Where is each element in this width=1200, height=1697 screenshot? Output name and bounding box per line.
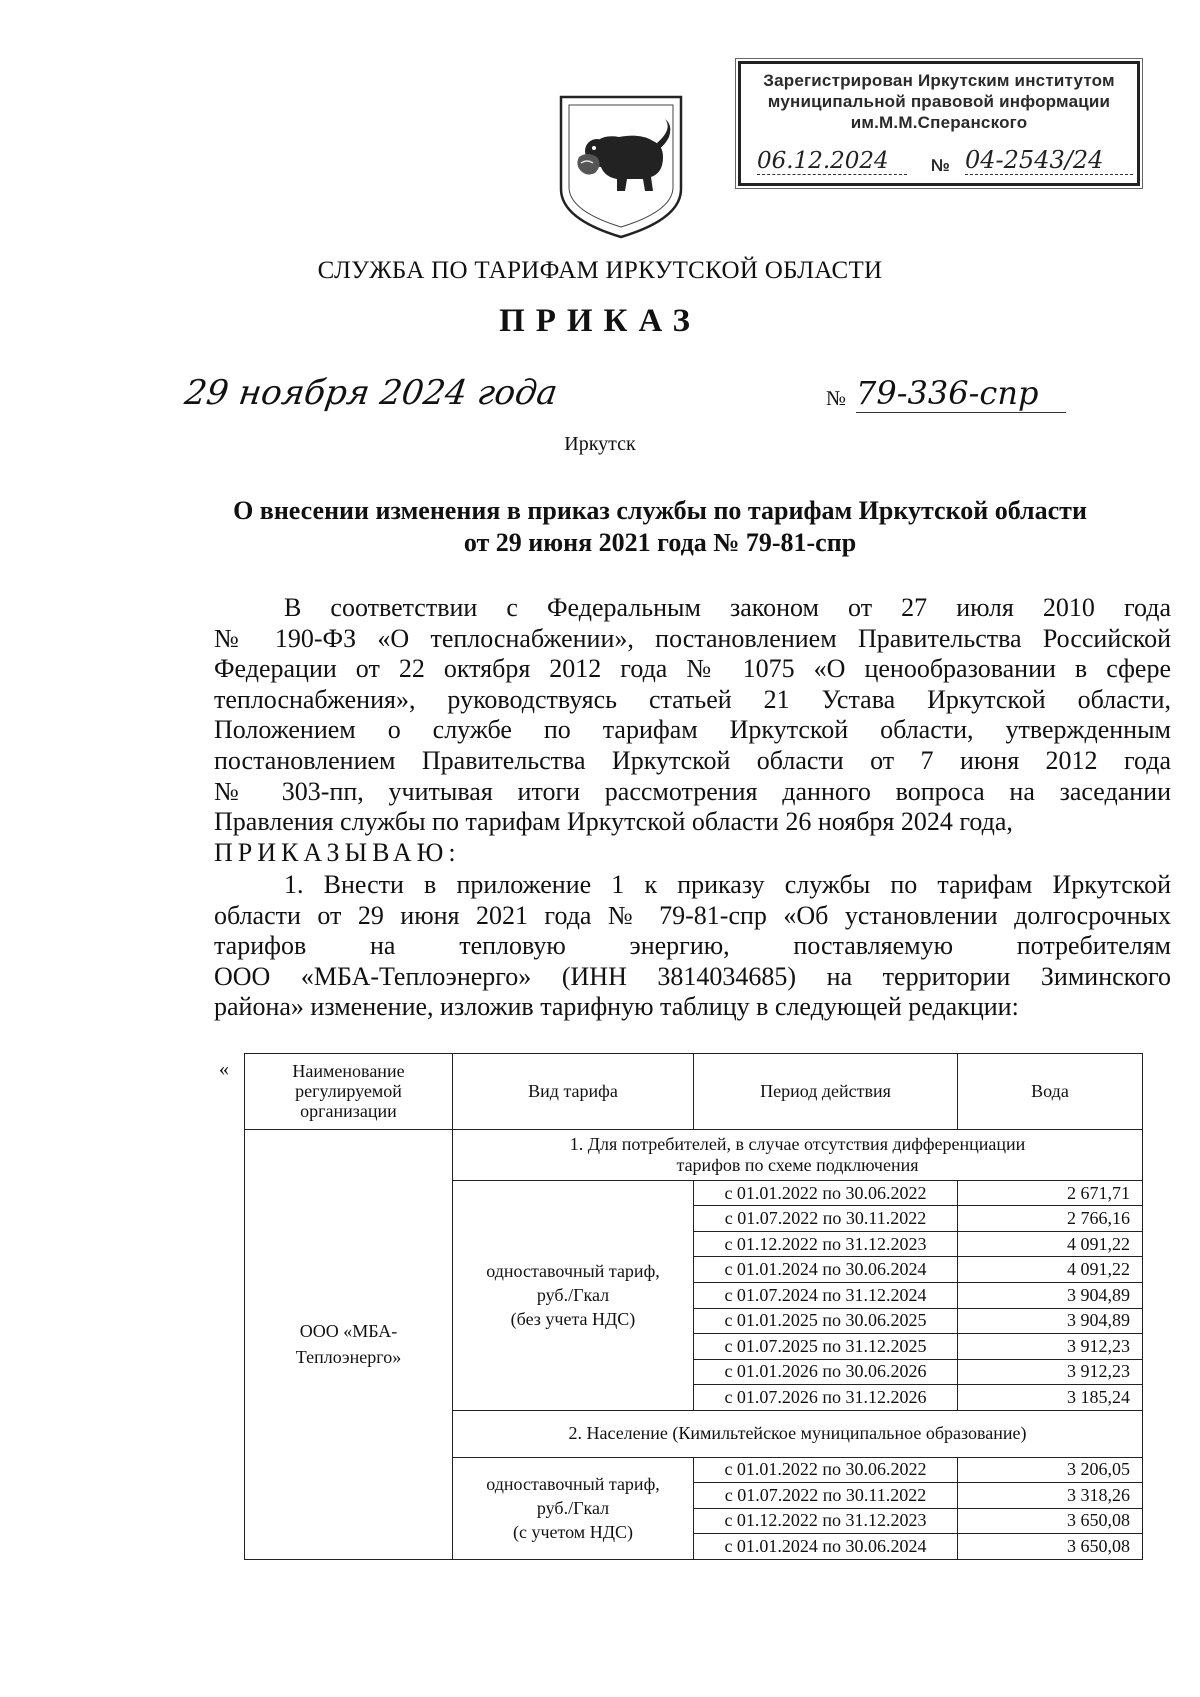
preamble-line: В соответствии с Федеральным законом от 27 июля 2010 года <box>284 593 1171 622</box>
section-1-tariff-type <box>453 1180 694 1410</box>
irkutsk-coat-of-arms-icon <box>557 93 685 239</box>
value-cell: 3 912,23 <box>958 1334 1143 1360</box>
section-2-tariff-type <box>453 1457 694 1559</box>
stamp-registration-row <box>753 146 1131 180</box>
header-org <box>245 1054 453 1130</box>
value-cell: 4 091,22 <box>958 1231 1143 1257</box>
stamp-date: 06.12.2024 <box>757 148 907 175</box>
header-period: Период действия <box>694 1054 958 1130</box>
table-header-row <box>245 1054 1143 1130</box>
period-cell: с 01.01.2022 по 30.06.2022 <box>694 1180 958 1206</box>
stamp-line-1: Зарегистрирован Иркутским институтом <box>763 71 1115 90</box>
order-date-handwritten: 29 ноября 2024 года <box>182 373 560 413</box>
value-cell: 2 766,16 <box>958 1206 1143 1232</box>
period-cell: с 01.07.2025 по 31.12.2025 <box>694 1334 958 1360</box>
order-keyword: ПРИКАЗЫВАЮ: <box>214 838 461 867</box>
period-cell: с 01.12.2022 по 31.12.2023 <box>694 1508 958 1534</box>
heading-line-1: О внесении изменения в приказ службы по тарифам Иркутской области <box>233 496 1087 525</box>
org-name-cell <box>245 1129 453 1559</box>
stamp-number-sign: № <box>931 156 950 175</box>
value-cell: 4 091,22 <box>958 1257 1143 1283</box>
document-heading <box>150 495 1170 559</box>
period-cell: с 01.07.2022 по 30.11.2022 <box>694 1206 958 1232</box>
order-number-handwritten: 79-336-спр <box>856 374 1066 413</box>
tariff-type-line: руб./Гкал <box>536 1285 610 1306</box>
preamble-line: Положением о службе по тарифам Иркутской области, утвержденным <box>214 715 1171 745</box>
value-cell: 3 185,24 <box>958 1385 1143 1411</box>
document-type: ПРИКАЗ <box>499 303 701 339</box>
tariff-type-line: руб./Гкал <box>536 1498 610 1519</box>
value-cell: 3 904,89 <box>958 1283 1143 1309</box>
clause-line: района» изменение, изложив тарифную таблицу в следующей редакции: <box>214 992 1019 1022</box>
value-cell: 3 912,23 <box>958 1359 1143 1385</box>
period-cell: с 01.01.2025 по 30.06.2025 <box>694 1308 958 1334</box>
clause-line: ООО «МБА-Теплоэнерго» (ИНН 3814034685) на территории Зиминского <box>214 961 1171 991</box>
value-cell: 3 318,26 <box>958 1483 1143 1509</box>
clause-line: области от 29 июня 2021 года № 79-81-спр «Об установлении долгосрочных <box>214 900 1171 930</box>
stamp-number: 04-2543/24 <box>965 146 1133 175</box>
tariff-type-line: одноставочный тариф, <box>486 1261 660 1282</box>
preamble-line: № 303-пп, учитывая итоги рассмотрения данного вопроса на заседании <box>214 776 1171 806</box>
clause-line: 1. Внести в приложение 1 к приказу службы по тарифам Иркутской <box>284 870 1171 899</box>
opening-quote: « <box>219 1058 229 1080</box>
preamble-line: постановлением Правительства Иркутской области от 7 июня 2012 года <box>214 745 1171 775</box>
period-cell: с 01.01.2022 по 30.06.2022 <box>694 1457 958 1483</box>
tariff-table <box>244 1053 1143 1560</box>
preamble-line: № 190-ФЗ «О теплоснабжении», постановлением Правительства Российской <box>214 623 1171 653</box>
header-org-line: Наименование <box>292 1061 405 1082</box>
header-org-line: организации <box>300 1101 397 1122</box>
section-title-line: 1. Для потребителей, в случае отсутствия дифференциации <box>569 1133 1026 1154</box>
org-name-line: ООО «МБА- <box>299 1321 398 1342</box>
value-cell: 2 671,71 <box>958 1180 1143 1206</box>
tariff-type-line: (без учета НДС) <box>510 1309 636 1330</box>
value-cell: 3 650,08 <box>958 1508 1143 1534</box>
section-1-title <box>453 1129 1143 1180</box>
preamble-line: теплоснабжения», руководствуясь статьей 21 Устава Иркутской области, <box>214 684 1171 714</box>
section-title-line: тарифов по схеме подключения <box>676 1154 919 1175</box>
order-number-sign: № <box>826 386 847 410</box>
period-cell: с 01.07.2024 по 31.12.2024 <box>694 1283 958 1309</box>
registration-stamp <box>738 61 1140 186</box>
section-2-title: 2. Население (Кимильтейское муниципальное образование) <box>453 1410 1143 1457</box>
period-cell: с 01.12.2022 по 31.12.2023 <box>694 1231 958 1257</box>
value-cell: 3 904,89 <box>958 1308 1143 1334</box>
tariff-type-line: одноставочный тариф, <box>486 1474 660 1495</box>
header-tariff-type: Вид тарифа <box>453 1054 694 1130</box>
period-cell: с 01.07.2022 по 30.11.2022 <box>694 1483 958 1509</box>
period-cell: с 01.07.2026 по 31.12.2026 <box>694 1385 958 1411</box>
stamp-line-3: им.М.М.Сперанского <box>850 113 1028 132</box>
period-cell: с 01.01.2024 по 30.06.2024 <box>694 1534 958 1560</box>
period-cell: с 01.01.2024 по 30.06.2024 <box>694 1257 958 1283</box>
clause-1-paragraph <box>214 870 1171 1023</box>
header-org-line: регулируемой <box>295 1081 402 1102</box>
tariff-type-line: (с учетом НДС) <box>513 1522 633 1543</box>
city: Иркутск <box>564 433 636 455</box>
heading-line-2: от 29 июня 2021 года № 79-81-спр <box>463 528 857 557</box>
value-cell: 3 206,05 <box>958 1457 1143 1483</box>
value-cell: 3 650,08 <box>958 1534 1143 1560</box>
clause-line: тарифов на тепловую энергию, поставляемую потребителям <box>214 931 1171 961</box>
stamp-line-2: муниципальной правовой информации <box>767 92 1111 111</box>
preamble-paragraph <box>214 593 1171 838</box>
section-1-title-row <box>245 1129 1143 1180</box>
period-cell: с 01.01.2026 по 30.06.2026 <box>694 1359 958 1385</box>
preamble-line: Федерации от 22 октября 2012 года № 1075 «О ценообразовании в сфере <box>214 654 1171 684</box>
preamble-line: Правления службы по тарифам Иркутской области 26 ноября 2024 года, <box>214 807 1013 837</box>
agency-name: СЛУЖБА ПО ТАРИФАМ ИРКУТСКОЙ ОБЛАСТИ <box>317 257 883 284</box>
org-name-line: Теплоэнерго» <box>295 1347 402 1368</box>
header-water: Вода <box>958 1054 1143 1130</box>
